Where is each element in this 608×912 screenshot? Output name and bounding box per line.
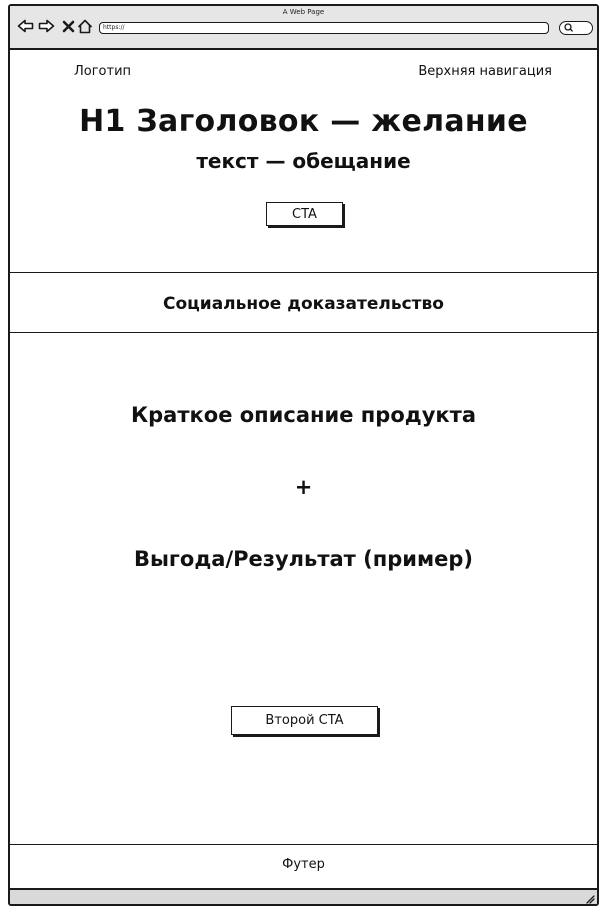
forward-arrow-icon[interactable] bbox=[37, 17, 55, 35]
logo[interactable]: Логотип bbox=[74, 64, 132, 79]
browser-search-box[interactable] bbox=[559, 21, 593, 35]
social-proof-section: Социальное доказательство bbox=[163, 294, 444, 314]
close-icon[interactable] bbox=[59, 17, 77, 35]
hero-subtitle: текст — обещание bbox=[196, 149, 411, 173]
top-navigation[interactable]: Верхняя навигация bbox=[418, 64, 552, 79]
footer-divider bbox=[10, 844, 597, 845]
section-divider bbox=[10, 332, 597, 333]
search-icon bbox=[560, 22, 591, 33]
window-title: A Web Page bbox=[282, 8, 325, 16]
url-bar[interactable]: https:// bbox=[99, 22, 549, 34]
footer: Футер bbox=[282, 857, 325, 872]
resize-grip-icon[interactable] bbox=[583, 892, 595, 904]
cta-button[interactable]: CTA bbox=[266, 202, 343, 226]
second-cta-button[interactable]: Второй CTA bbox=[231, 706, 378, 735]
home-icon[interactable] bbox=[76, 17, 94, 35]
product-description: Краткое описание продукта bbox=[130, 403, 477, 427]
browser-status-bar bbox=[10, 888, 597, 904]
browser-toolbar bbox=[10, 6, 597, 50]
back-arrow-icon[interactable] bbox=[16, 17, 34, 35]
benefit-result: Выгода/Результат (пример) bbox=[133, 547, 474, 571]
browser-window bbox=[8, 4, 599, 906]
section-divider bbox=[10, 272, 597, 273]
hero-title: H1 Заголовок — желание bbox=[79, 104, 528, 139]
plus-sign: + bbox=[294, 475, 313, 499]
